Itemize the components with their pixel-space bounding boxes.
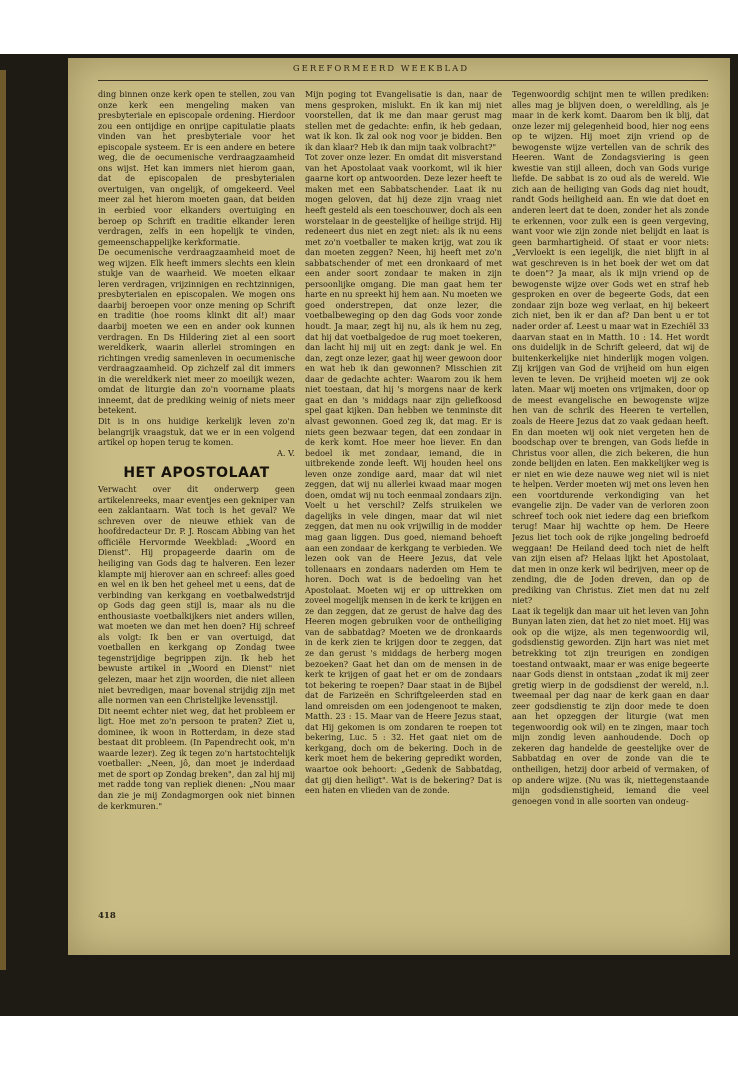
paragraph: Laat ik tegelijk dan maar uit het leven van John Bunyan laten zien, dat het zo niet moet. Hij was ook op die wijze, als men tegenwoordig wil, godsdienstig geworden. Zijn hart was niet met betrekking tot zijn treurigen en zondigen toestand ontwaakt, maar er was enige begeerte naar Gods dienst in ontstaan „zodat ik mij zeer gretig wierp in de godsdienst der wereld, n.l. tweemaal per dag naar de kerk gaan en daar zeer godsdienstig te zijn door mede te doen aan het opzeggen der liturgie (wat men tegenwoordig ook wil) en te zingen, maar toch mijn zondig leven aanhoudende. Doch op zekeren dag handelde de geestelijke over de Sabbatdag en over de zonde van die te ontheiligen, hetzij door arbeid of vermaken, of op andere wijze. (Nu was ik, niettegenstaande mijn godsdienstigheid, iemand die veel genoegen vond in alle soorten van ondeug- bbox=[512, 605, 709, 806]
paragraph: Verwacht over dit onderwerp geen artikelenreeks, maar eventjes een gekniper van een zaklantaarn. Wat toch is het geval? We schreven over de nieuwe ethiek van de hoofdredacteur Dr. P. J. Roscam Abbing van het officiële Hervormde Weekblad: „Woord en Dienst". Hij propageerde daarin om de heiliging van Gods dag te halveren. Een lezer klampte mij hierover aan en schreef: alles goed en wel en ik ben het geheel met u eens, dat de verbinding van kerkgang en voetbalwedstrijd op Gods dag geen stijl is, maar als nu die enthousiaste voetbalkijkers niet anders willen, wat moeten we dan met hen doen? Hij schreef als volgt: Ik ben er van overtuigd, dat voetballen en kerkgang op Zondag twee tegenstrijdige begrippen zijn. Ik heb het bewuste artikel in „Woord en Dienst" niet gelezen, maar het zijn woorden, die niet alleen niet bevredigen, maar bovenal strijdig zijn met alle normen van een Christelijke levensstijl. bbox=[98, 484, 295, 706]
text-column-2 bbox=[305, 89, 502, 915]
text-column-1 bbox=[98, 89, 295, 899]
author-initials: A. V. bbox=[277, 447, 295, 458]
section-heading: HET APOSTOLAAT bbox=[123, 465, 270, 482]
paragraph: Tegenwoordig schijnt men te willen prediken: alles mag je blijven doen, o wereldling, als je maar in de kerk komt. Daarom ben ik blij, dat onze lezer mij gelegenheid bood, hier nog eens op te wijzen. Hij moet zijn vriend op de bewogenste wijze vertellen van de schrik des Heeren. Want de Zondagsviering is geen kwestie van stijl alleen, doch van Gods vurige liefde. De sabbat is zo oud als de wereld. Wie zich aan de heiliging van Gods dag niet houdt, randt Gods heiligheid aan. En wie dat doet en anderen leert dat te doen, zonder het als zonde te erkennen, voor zulk een is geen vergeving, want voor wie zijn zonde niet belijdt en laat is geen barmhartigheid. Of staat er voor niets: „Vervloekt is een iegelijk, die niet blijft in al wat geschreven is in het boek der wet om dat te doen"? Ja maar, als ik mijn vriend op de bewogenste wijze over Gods wet en straf heb gesproken en over de begeerte Gods, dat een zondaar zijn boze weg verlaat, en hij bekeert zich niet, ben ik er dan af? Dan bent u er tot nader order af. Leest u maar wat in Ezechiël 33 daarvan staat en in Matth. 10 : 14. Het wordt ons duidelijk in de Schrift geleerd, dat wij de buitenkerkelijke niet hinderlijk mogen volgen. Zij krijgen van God de vrijheid om hun eigen leven te leven. De vrijheid moeten wij ze ook laten. Maar wij moeten ons vrijmaken, door op de meest evangelische en bewogenste wijze hen van de schrik des Heeren te vertellen, zoals de Heere Jezus dat zo vaak gedaan heeft. En dan moeten wij ook niet vergeten hen de boodschap over te brengen, van Gods liefde in Christus voor allen, die zich bekeren, die hun zonde belijden en laten. Een makkelijker weg is er niet en wie deze nauwe weg niet wil is niet te helpen. Verder moeten wij met ons leven hen een voortdurende verkondiging van het evangelie zijn. De vader van de verloren zoon schreef toch ook niet iedere dag een briefkom terug! Maar hij wachtte op hem. De Heere Jezus liet toch ook de rijke jongeling bedroefd weggaan! De Heiland deed toch niet de helft van zijn eisen af? Helaas lijkt het Apostolaat, dat men in onze kerk wil bedrijven, meer op de zending, die de Joden dreven, dan op de prediking van Christus. Ziet men dat nu zelf niet? bbox=[512, 89, 709, 606]
paragraph: Tot zover onze lezer. En omdat dit misverstand van het Apostolaat vaak voorkomt, wil ik hier gaarne kort op antwoorden. Deze lezer heeft te maken met een Sabbatschender. Laat ik nu mogen geloven, dat hij deze zijn vraag niet heeft gesteld als een toeschouwer, doch als een worstelaar in de geestelijke of heilige strijd. Hij redeneert dus niet en zegt niet: als ik nu eens met zo'n voetballer te maken krijg, wat zou ik dan moeten zeggen? Neen, hij heeft met zo'n sabbatschender of met een dronkaard of met een ander soort zondaar te maken in zijn persoonlijke omgang. Die man gaat hem ter harte en nu spreekt hij hem aan. Nu moeten we goed onderstrepen, dat onze lezer, die voetbalbeweging op den dag Gods voor zonde houdt. Ja maar, zegt hij nu, als ik hem nu zeg, dat hij dat voetbalgedoe de rug moet toekeren, dan lacht hij mij uit en zegt: dank je wel. En dan, zegt onze lezer, gaat hij weer gewoon door en wat heb ik dan gewonnen? Misschien zit daar de gedachte achter: Waarom zou ik hem niet toestaan, dat hij 's morgens naar de kerk gaat en dan 's middags naar zijn geliefkoosd spel gaat kijken. Dan hebben we tenminste dit alvast gewonnen. Goed zeg ik, dat mag. Er is niets geen bezwaar tegen, dat een zondaar in de kerk komt. Hoe meer hoe liever. En dan bedoel ik met zondaar, iemand, die in uitbrekende zonde leeft. Wij houden heel ons leven onze zondige aard, maar dat wil niet zeggen, dat wij nu allerlei kwaad maar mogen doen, omdat wij nu toch eenmaal zondaars zijn. Voelt u het verschil? Zelfs struikelen we dagelijks in vele dingen, maar dat wil niet zeggen, dat men nu ook vrijwillig in de modder mag gaan liggen. Dus goed, niemand behoeft aan een zondaar de kerkgang te verbieden. We lezen ook van de Heere Jezus, dat vele tollenaars en zondaars naderden om Hem te horen. Doch wat is de bedoeling van het Apostolaat. Moeten wij er op uittrekken om zoveel mogelijk mensen in de kerk te krijgen en ze dan zeggen, dat ze gerust de halve dag des Heeren mogen gebruiken voor de ontheiliging van de sabbatdag? Moeten we de dronkaards in de kerk zien te krijgen door te zeggen, dat ze dan gerust 's middags de herberg mogen bezoeken? Gaat het dan om de mensen in de kerk te krijgen of gaat het er om de zondaars tot bekering te roepen? Daar staat in de Bijbel dat de Farizeën en Schriftgeleerden stad en land omreisden om een jodengenoot te maken, Matth. 23 : 15. Maar van de Heere Jezus staat, dat Hij gekomen is om zondaren te roepen tot bekering, Luc. 5 : 32. Het gaat niet om de kerkgang, doch om de bekering. Doch in de kerk moet hem de bekering gepredikt worden, waartoe ook behoort: „Gedenk de Sabbatdag, dat gij dien heiligt". Wat is de bekering? Dat is een haten en vlieden van de zonde. bbox=[305, 152, 502, 796]
paragraph: ding binnen onze kerk open te stellen, zou van onze kerk een mengeling maken van presbyteriale en episcopale ordening. Hierdoor zou een ontijdige en onrijpe capitulatie plaats vinden van het presbyteriale voor het episcopale systeem. Er is een andere en betere weg, die de oecumenische verdraagzaamheid ons wijst. Het kan immers niet hierom gaan, dat de episcopalen de presbyterialen overtuigen, van ongelijk, of omgekeerd. Veel meer zal het hierom moeten gaan, dat beiden in eerbied voor elkanders overtuiging en beroep op Schrift en traditie elkander leren verdragen, zelfs in een hopelijk te vinden, gemeenschappelijke kerkformatie. bbox=[98, 89, 295, 247]
paragraph: Mijn poging tot Evangelisatie is dan, naar de mens gesproken, mislukt. En ik kan mij niet voorstellen, dat ik me dan maar gerust mag stellen met de gedachte: enfin, ik heb gedaan, wat ik kon. Ik zal ook nog voor je bidden. Ben ik dan klaar? Heb ik dan mijn taak volbracht?" bbox=[305, 89, 502, 152]
header-rule bbox=[98, 80, 708, 81]
paragraph: De oecumenische verdraagzaamheid moet de weg wijzen. Elk heeft immers slechts een klein stukje van de waarheid. We moeten elkaar leren verdragen, vrijzinnigen en rechtzinnigen, presbyterialen en episcopalen. We mogen ons daarbij beroepen voor onze mening op Schrift en traditie (hoe rooms klinkt dit al!) maar daarbij moeten we een en ander ook kunnen verdragen. En Ds Hildering ziet al een soort wereldkerk, waarin allerlei stromingen en richtingen vredig samenleven in oecumenische verdraagzaamheid. Op zichzelf zal dit immers in die wereldkerk niet meer zo moeilijk wezen, omdat de liturgie dan zo'n voorname plaats inneemt, dat de prediking weinig of niets meer betekent. bbox=[98, 247, 295, 416]
binding-edge bbox=[0, 70, 6, 970]
paragraph: Dit is in ons huidige kerkelijk leven zo'n belangrijk vraagstuk, dat we er in een volgend artikel op hopen terug te komen. bbox=[98, 415, 295, 448]
running-header: GEREFORMEERD WEEKBLAD bbox=[292, 64, 470, 74]
document-page bbox=[68, 58, 730, 955]
paragraph: Dit neemt echter niet weg, dat het probleem er ligt. Hoe met zo'n persoon te praten? Ziet u, dominee, ik woon in Rotterdam, in deze stad bestaat dit probleem. (In Papendrecht ook, m'n waarde lezer). Zeg ik tegen zo'n hartstochtelijk voetballer: „Neen, jô, dan moet je inderdaad met de sport op Zondag breken", dan zal hij mij met radde tong van repliek dienen: „Nou maar dan zie je mij Zondagmorgen ook niet binnen de kerkmuren." bbox=[98, 705, 295, 811]
page-number: 418 bbox=[98, 911, 116, 921]
text-column-3 bbox=[512, 89, 709, 915]
